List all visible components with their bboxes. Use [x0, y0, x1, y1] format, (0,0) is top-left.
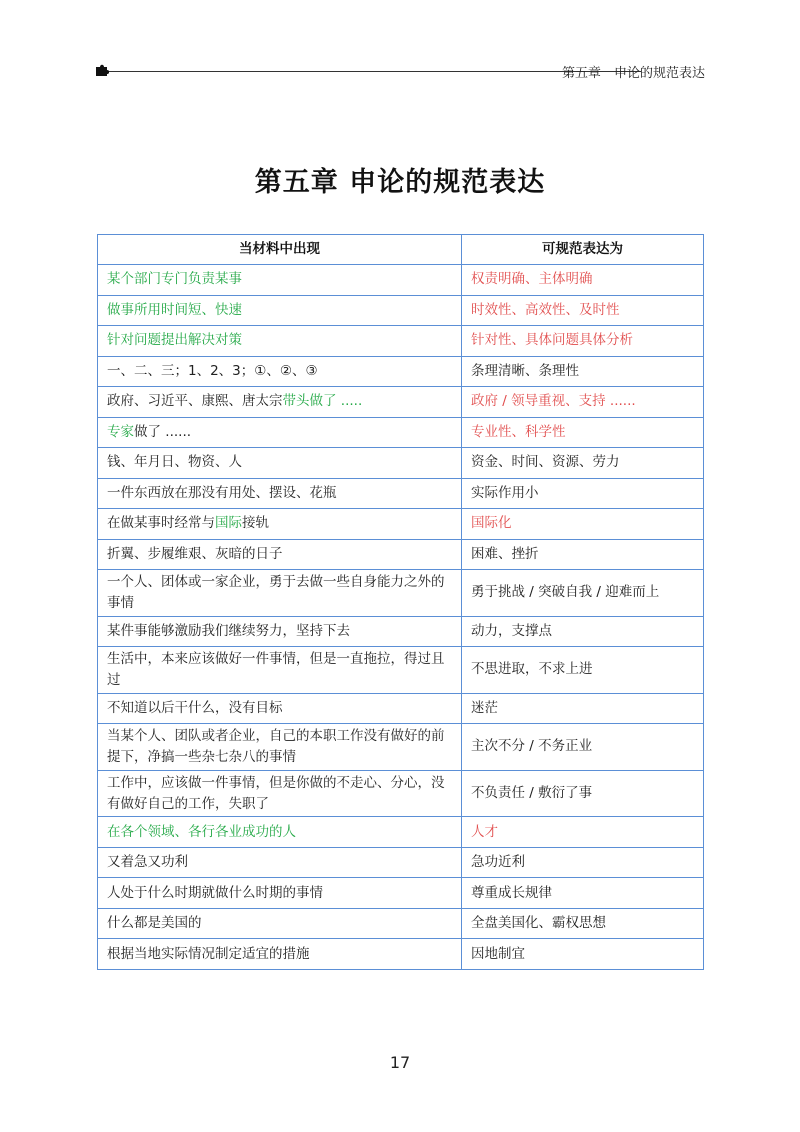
material-cell	[98, 448, 462, 479]
expression-cell	[462, 265, 704, 296]
cell-text: 一、二、三；1、2、3；①、②、③	[107, 362, 318, 379]
cell-text: 不负责任 / 敷衍了事	[471, 785, 593, 802]
material-cell	[98, 326, 462, 357]
expression-cell	[462, 770, 704, 817]
expression-cell	[462, 939, 704, 970]
cell-text: 某件事能够激励我们继续努力，坚持下去	[107, 622, 350, 639]
table-row	[98, 570, 704, 617]
material-cell	[98, 724, 462, 771]
table-row	[98, 295, 704, 326]
material-cell	[98, 295, 462, 326]
expression-cell	[462, 647, 704, 694]
cell-text: 一件东西放在那没有用处、摆设、花瓶	[107, 484, 337, 501]
table-body	[98, 265, 704, 970]
table-row	[98, 326, 704, 357]
expression-cell	[462, 356, 704, 387]
cell-text: 工作中，应该做一件事情，但是你做的不走心、分心，没有做好自己的工作，失职了	[107, 774, 445, 812]
expression-cell	[462, 417, 704, 448]
cell-text: 因地制宜	[471, 945, 525, 962]
expression-cell	[462, 539, 704, 570]
table-row	[98, 387, 704, 418]
cell-text: 人处于什么时期就做什么时期的事情	[107, 884, 323, 901]
cell-text: 政府 / 领导重视、支持 ......	[471, 393, 636, 410]
expression-cell	[462, 570, 704, 617]
material-cell	[98, 908, 462, 939]
column-header-material: 当材料中出现	[98, 235, 462, 265]
cell-text: 专家	[107, 423, 134, 440]
table-row	[98, 770, 704, 817]
cell-text: 接轨	[242, 515, 269, 532]
table-row	[98, 356, 704, 387]
cell-text: 条理清晰、条理性	[471, 362, 579, 379]
cell-text: 资金、时间、资源、劳力	[471, 454, 620, 471]
cell-text: 钱、年月日、物资、人	[107, 454, 242, 471]
table-row	[98, 265, 704, 296]
expression-cell	[462, 724, 704, 771]
expression-cell	[462, 817, 704, 848]
cell-text: 尊重成长规律	[471, 884, 552, 901]
page-number: 17	[389, 1053, 411, 1072]
material-cell	[98, 570, 462, 617]
cell-text: 迷茫	[471, 699, 498, 716]
material-cell	[98, 387, 462, 418]
cell-text: 什么都是美国的	[107, 915, 202, 932]
cell-text: 不思进取，不求上进	[471, 661, 593, 678]
material-cell	[98, 478, 462, 509]
cell-text: 急功近利	[471, 854, 525, 871]
material-cell	[98, 647, 462, 694]
cell-text: 专业性、科学性	[471, 423, 566, 440]
puzzle-piece-icon	[95, 63, 109, 77]
table-row	[98, 417, 704, 448]
cell-text: 做了 ......	[134, 423, 192, 440]
cell-text: 某个部门专门负责某事	[107, 271, 242, 288]
table-row	[98, 817, 704, 848]
cell-text: 在各个领域、各行各业成功的人	[107, 823, 296, 840]
expression-cell	[462, 387, 704, 418]
cell-text: 一个人、团体或一家企业，勇于去做一些自身能力之外的事情	[107, 573, 445, 611]
material-cell	[98, 878, 462, 909]
table-row	[98, 908, 704, 939]
expression-cell	[462, 478, 704, 509]
material-cell	[98, 847, 462, 878]
table-row	[98, 693, 704, 724]
cell-text: 生活中，本来应该做好一件事情，但是一直拖拉，得过且过	[107, 650, 445, 688]
table-row	[98, 539, 704, 570]
cell-text: 不知道以后干什么，没有目标	[107, 699, 283, 716]
table-row	[98, 878, 704, 909]
page-title: 第五章 申论的规范表达	[254, 167, 546, 198]
cell-text: 政府、习近平、康熙、唐太宗	[107, 393, 283, 410]
material-cell	[98, 770, 462, 817]
running-header	[95, 60, 705, 84]
expression-cell	[462, 693, 704, 724]
column-header-expression: 可规范表达为	[462, 235, 704, 265]
cell-text: 全盘美国化、霸权思想	[471, 915, 606, 932]
material-cell	[98, 817, 462, 848]
expression-cell	[462, 908, 704, 939]
cell-text: 勇于挑战 / 突破自我 / 迎难而上	[471, 584, 660, 601]
expression-cell	[462, 616, 704, 647]
cell-text: 做事所用时间短、快速	[107, 301, 242, 318]
cell-text: 时效性、高效性、及时性	[471, 301, 620, 318]
material-cell	[98, 417, 462, 448]
expression-cell	[462, 326, 704, 357]
expression-table	[97, 234, 704, 970]
material-cell	[98, 509, 462, 540]
cell-text: 主次不分 / 不务正业	[471, 738, 593, 755]
cell-text: 根据当地实际情况制定适宜的措施	[107, 945, 310, 962]
cell-text: 带头做了 .....	[282, 393, 363, 410]
cell-text: 在做某事时经常与	[107, 515, 215, 532]
table-row	[98, 478, 704, 509]
cell-text: 困难、挫折	[471, 545, 539, 562]
material-cell	[98, 356, 462, 387]
header-chapter-title: 第五章 申论的规范表达	[561, 66, 705, 81]
material-cell	[98, 939, 462, 970]
cell-text: 国际	[215, 515, 242, 532]
material-cell	[98, 539, 462, 570]
material-cell	[98, 265, 462, 296]
cell-text: 动力，支撑点	[471, 622, 552, 639]
cell-text: 当某个人、团队或者企业，自己的本职工作没有做好的前提下，净搞一些杂七杂八的事情	[107, 727, 445, 765]
table-row	[98, 847, 704, 878]
cell-text: 针对性、具体问题具体分析	[471, 332, 633, 349]
expression-cell	[462, 847, 704, 878]
table-row	[98, 448, 704, 479]
expression-cell	[462, 878, 704, 909]
table-row	[98, 724, 704, 771]
cell-text: 实际作用小	[471, 484, 539, 501]
cell-text: 针对问题提出解决对策	[107, 332, 242, 349]
cell-text: 国际化	[471, 515, 512, 532]
cell-text: 权责明确、主体明确	[471, 271, 593, 288]
material-cell	[98, 693, 462, 724]
expression-cell	[462, 509, 704, 540]
cell-text: 折翼、步履维艰、灰暗的日子	[107, 545, 283, 562]
table-header-row	[98, 235, 704, 265]
table-row	[98, 939, 704, 970]
expression-cell	[462, 295, 704, 326]
material-cell	[98, 616, 462, 647]
cell-text: 人才	[471, 823, 498, 840]
table-row	[98, 616, 704, 647]
table-row	[98, 647, 704, 694]
table-row	[98, 509, 704, 540]
expression-cell	[462, 448, 704, 479]
cell-text: 又着急又功利	[107, 854, 188, 871]
